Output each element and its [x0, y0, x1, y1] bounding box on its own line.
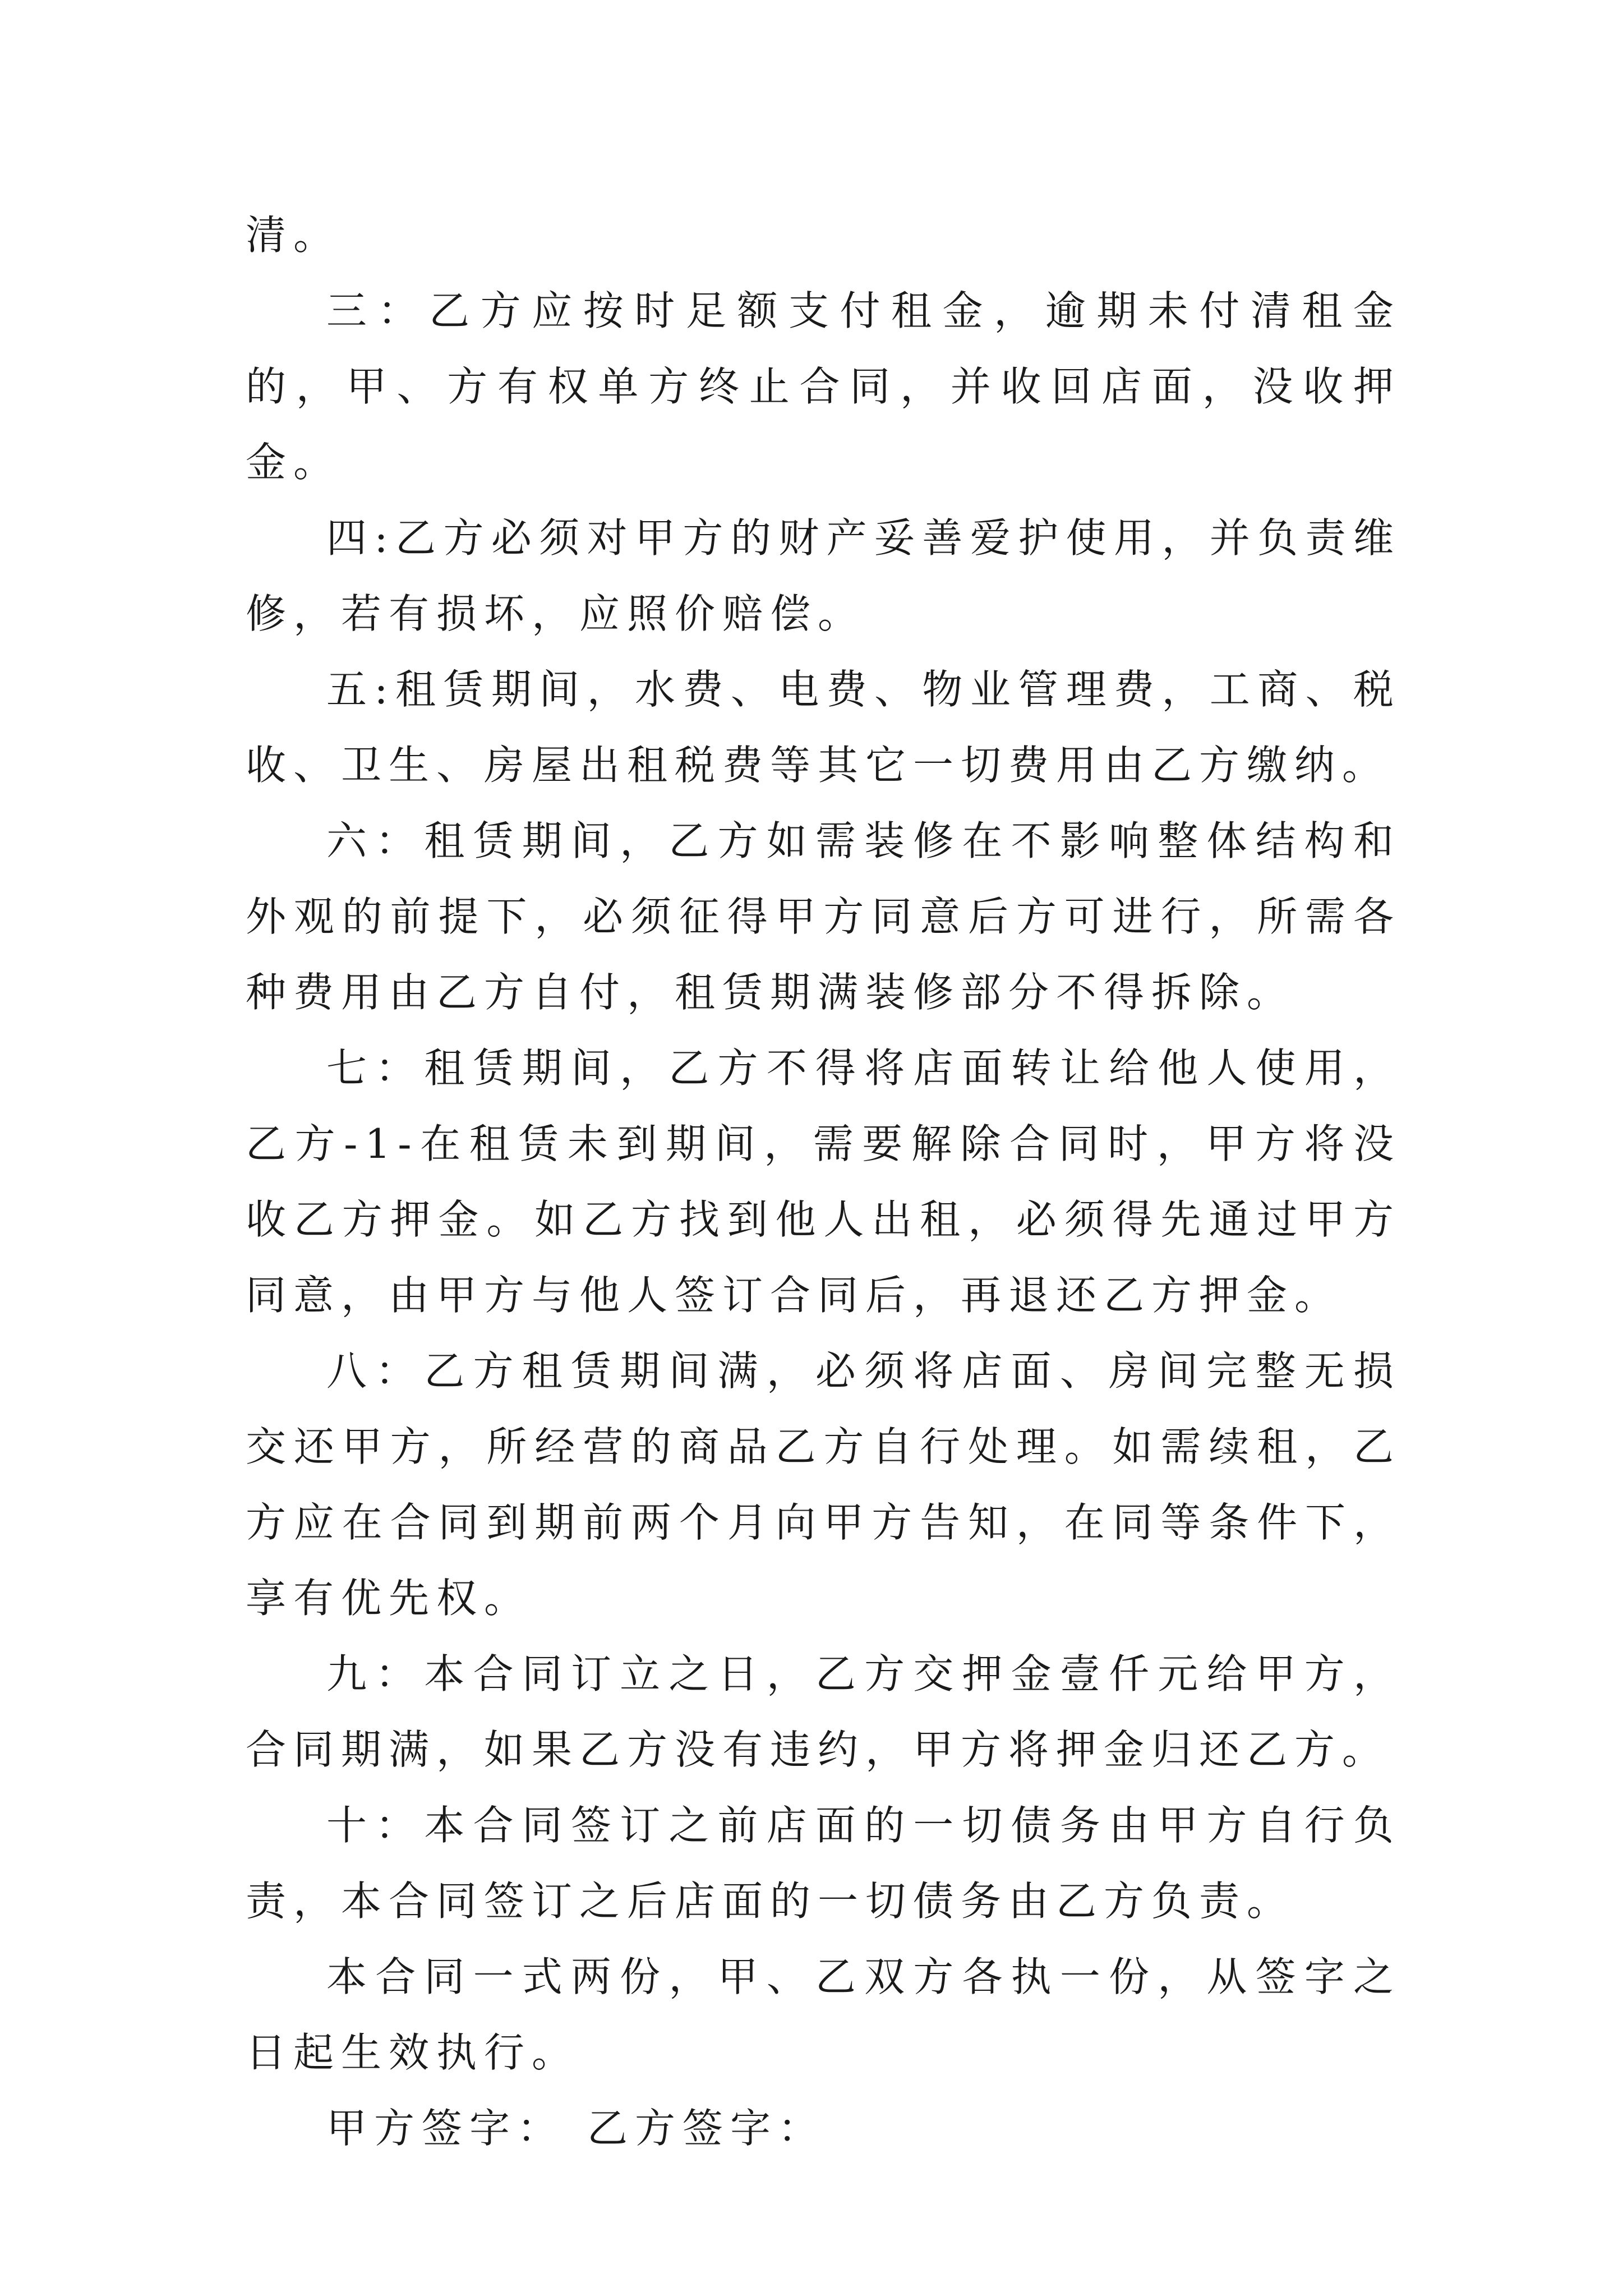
- clause-4: 四:乙方必须对甲方的财产妥善爱护使用，并负责维修，若有损坏，应照价赔偿。: [246, 514, 1401, 637]
- party-b-signature-label: 乙方签字：: [587, 2105, 826, 2152]
- clause-6: 六：租赁期间，乙方如需装修在不影响整体结构和外观的前提下，必须征得甲方同意后方可进行，所需各种费用由乙方自付，租赁期满装修部分不得拆除。: [246, 817, 1401, 1016]
- clause-9: 九：本合同订立之日，乙方交押金壹仟元给甲方，合同期满，如果乙方没有违约，甲方将押金归还乙方。: [246, 1650, 1401, 1773]
- party-a-signature-label: 甲方签字：: [326, 2105, 565, 2152]
- clause-8: 八：乙方租赁期间满，必须将店面、房间完整无损交还甲方，所经营的商品乙方自行处理。如需续租，乙方应在合同到期前两个月向甲方告知，在同等条件下，享有优先权。: [246, 1347, 1401, 1622]
- clause-5: 五:租赁期间，水费、电费、物业管理费，工商、税收、卫生、房屋出租税费等其它一切费用由乙方缴纳。: [246, 666, 1401, 789]
- contract-body: [246, 197, 1401, 2166]
- paragraph-continuation: 清。: [246, 211, 342, 259]
- clause-3: 三：乙方应按时足额支付租金，逾期未付清租金的，甲、方有权单方终止合同，并收回店面，没收押金。: [246, 287, 1401, 486]
- signature-line: [246, 2091, 1401, 2166]
- clause-7: 七：租赁期间，乙方不得将店面转让给他人使用，乙方-1-在租赁未到期间，需要解除合同时，甲方将没收乙方押金。如乙方找到他人出租，必须得先通过甲方同意，由甲方与他人签订合同后，再退还乙方押金。: [246, 1045, 1401, 1319]
- clause-10: 十：本合同签订之前店面的一切债务由甲方自行负责，本合同签订之后店面的一切债务由乙方负责。: [246, 1802, 1401, 1925]
- closing-statement: 本合同一式两份，甲、乙双方各执一份，从签字之日起生效执行。: [246, 1953, 1401, 2076]
